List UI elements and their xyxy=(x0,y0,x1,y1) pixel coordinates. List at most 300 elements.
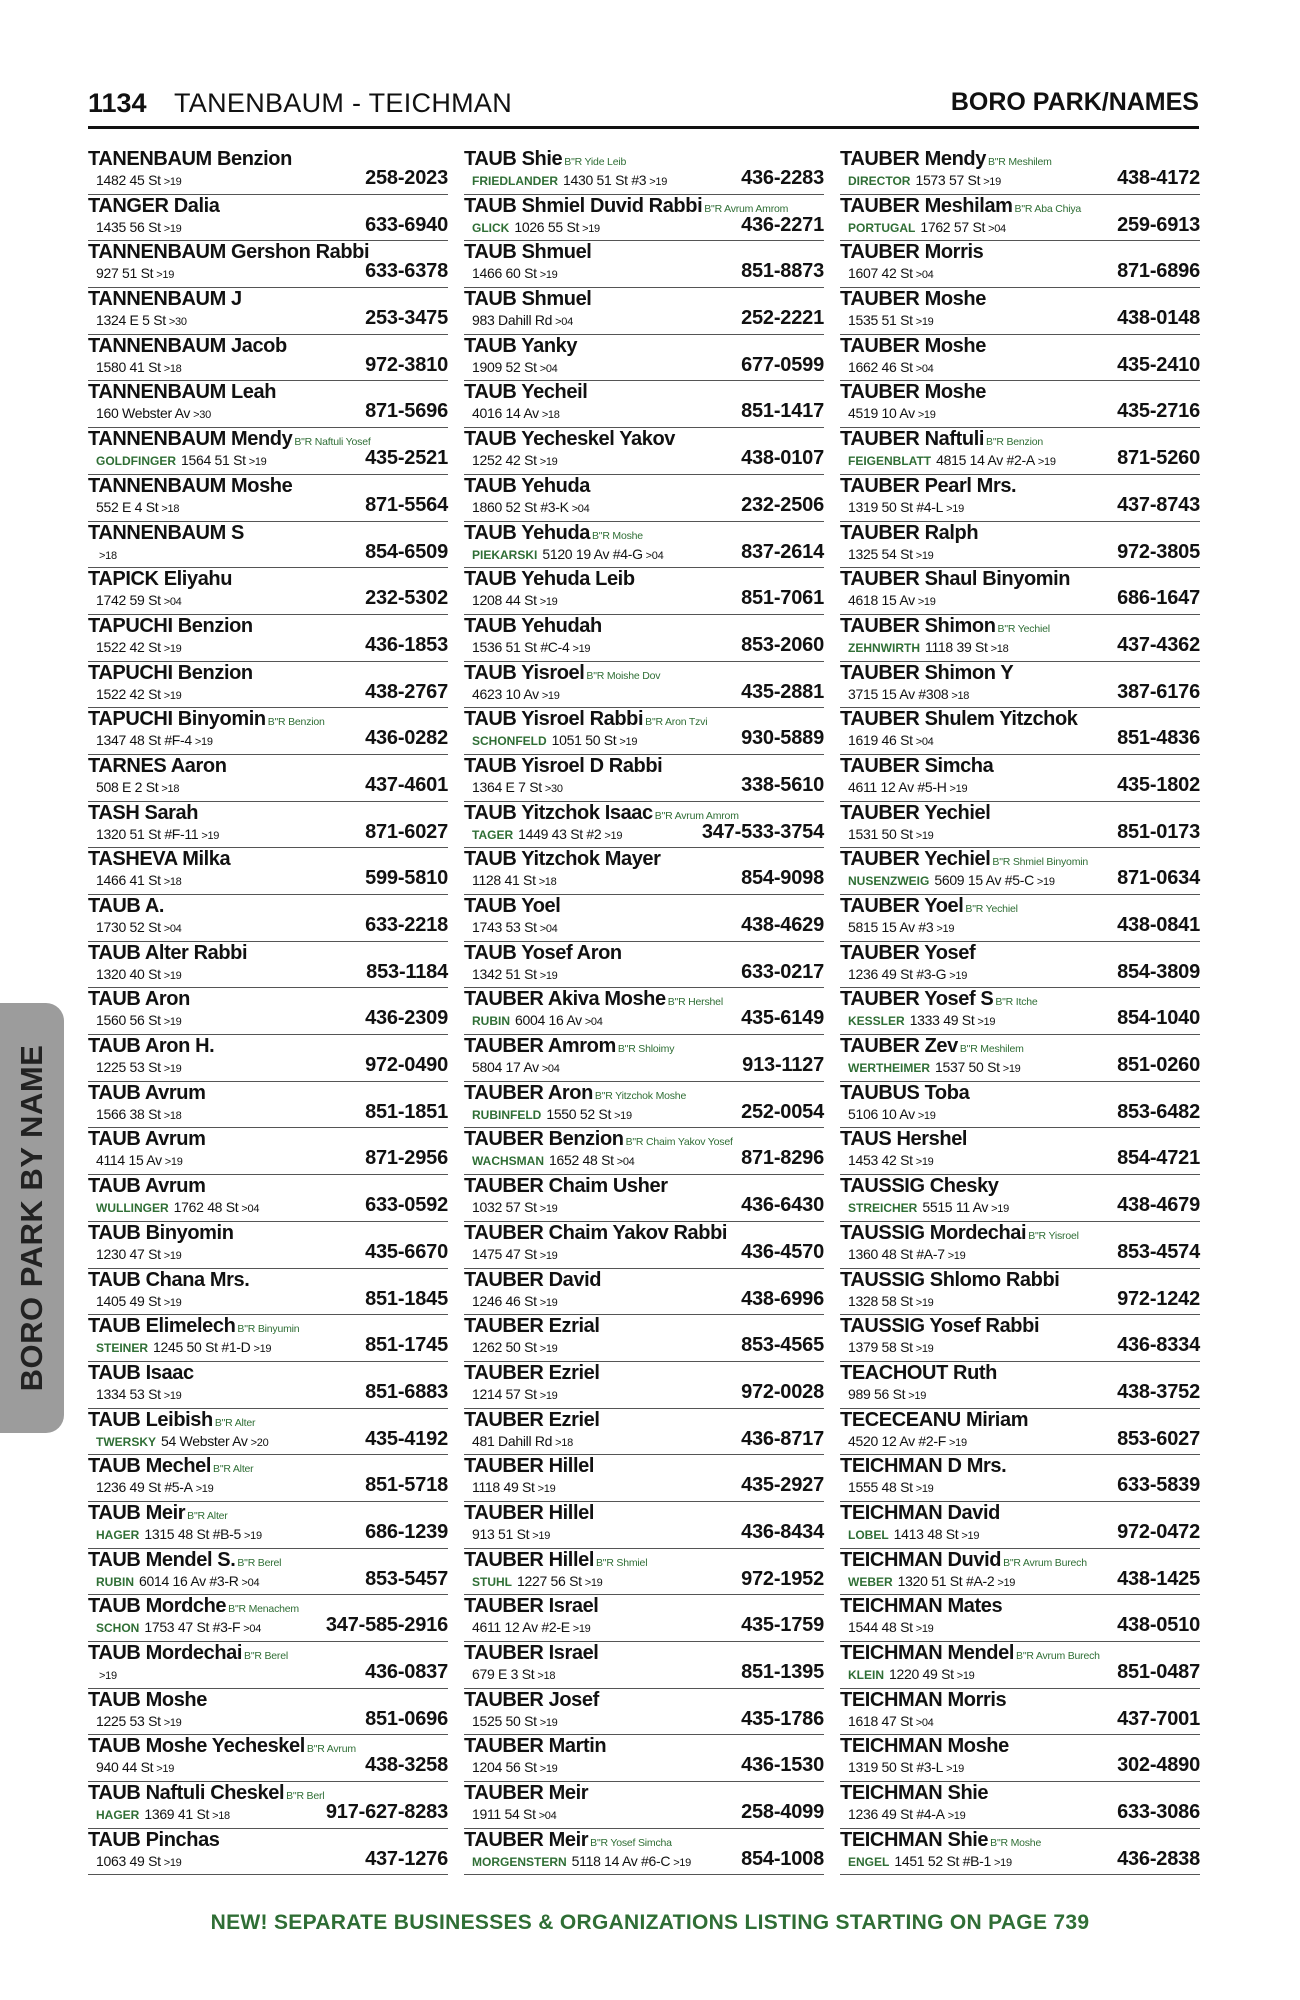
listing-name-text: TEICHMAN D Mrs. xyxy=(840,1455,1007,1478)
listing-phone: 851-1851 xyxy=(365,1100,448,1123)
listing-phone: 258-4099 xyxy=(741,1801,824,1824)
listing-father-name: B"R Avrum Burech xyxy=(1016,1650,1100,1662)
listing-phone: 851-7061 xyxy=(741,587,824,610)
listing-zip-code: >04 xyxy=(645,549,664,562)
listing-address xyxy=(848,592,936,610)
listing-name xyxy=(464,1595,598,1617)
listing-name xyxy=(88,1782,324,1807)
listing-address xyxy=(96,826,219,844)
listing-street: 1360 48 St #A-7 xyxy=(848,1245,945,1262)
listing-entry xyxy=(88,755,448,802)
listing-name xyxy=(88,1082,206,1104)
listing-name-text: TAUB Binyomin xyxy=(88,1221,234,1244)
listing-phone: 686-1239 xyxy=(365,1520,448,1543)
side-tab xyxy=(0,1003,64,1433)
listing-address xyxy=(472,405,560,423)
listing-zip-code: >19 xyxy=(194,736,213,749)
listing-name-text: TAUB Yanky xyxy=(464,334,578,357)
listing-name xyxy=(464,1455,594,1477)
listing-phone: 851-4836 xyxy=(1117,727,1200,750)
listing-zip-code: >19 xyxy=(946,1763,964,1776)
listing-street: 927 51 St xyxy=(96,265,154,282)
listing-address xyxy=(472,639,590,657)
listing-address xyxy=(96,1526,262,1544)
listing-street: 1619 46 St xyxy=(848,732,913,749)
listing-entry xyxy=(840,475,1200,522)
listing-address xyxy=(848,1806,965,1824)
listing-address xyxy=(472,1759,558,1777)
listing-address xyxy=(96,499,179,517)
listing-address xyxy=(96,1199,259,1217)
listing-address xyxy=(848,546,934,564)
listing-entry xyxy=(464,802,824,849)
listing-phone: 436-2838 xyxy=(1117,1847,1200,1870)
listing-address xyxy=(848,219,1006,237)
listing-phone: 917-627-8283 xyxy=(325,1801,448,1824)
listing-entry xyxy=(464,1409,824,1456)
listing-zip-code: >19 xyxy=(253,1343,272,1356)
listing-zip-code: >19 xyxy=(908,1389,927,1402)
listing-phone: 436-2271 xyxy=(741,213,824,236)
listing-name xyxy=(840,1269,1059,1291)
listing-name xyxy=(840,241,983,263)
listing-family-prefix: NUSENZWEIG xyxy=(848,874,930,889)
listing-family-prefix: GOLDFINGER xyxy=(96,454,176,469)
listing-name-text: TAUBER Amrom xyxy=(464,1035,616,1058)
listing-family-prefix: RUBIN xyxy=(96,1574,134,1589)
listing-street: 1342 51 St xyxy=(472,965,537,982)
listing-street: 1334 53 St xyxy=(96,1385,161,1402)
listing-name-text: TAUB Aron xyxy=(88,988,190,1011)
listing-phone: 435-4192 xyxy=(365,1427,448,1450)
listing-father-name: B"R Moshe xyxy=(592,529,643,542)
listing-father-name: B"R Shmiel xyxy=(596,1556,648,1569)
listing-zip-code: >19 xyxy=(947,1810,966,1823)
listing-name xyxy=(464,1362,600,1384)
listing-street: 1220 49 St xyxy=(889,1666,954,1682)
listing-phone: 438-3258 xyxy=(365,1754,448,1777)
listing-name-text: TAUB A. xyxy=(88,895,165,917)
listing-entry xyxy=(464,1175,824,1222)
listing-name xyxy=(840,1642,1100,1667)
listing-name-text: TEICHMAN Duvid xyxy=(840,1548,1002,1571)
listing-name-text: TANNENBAUM Gershon Rabbi xyxy=(88,241,370,264)
listing-father-name: B"R Moishe Dov xyxy=(586,669,661,682)
listing-name-text: TAUBER Mendy xyxy=(840,148,986,170)
listing-phone: 435-6149 xyxy=(741,1007,824,1030)
listing-name-text: TAUBER Martin xyxy=(464,1735,607,1758)
listing-street: 1128 41 St xyxy=(472,872,536,889)
listing-address xyxy=(472,872,556,890)
listing-name-text: TAUBER Ezriel xyxy=(464,1408,600,1431)
listing-zip-code: >04 xyxy=(915,1716,934,1729)
listing-address xyxy=(472,1666,555,1684)
listing-name xyxy=(88,1315,299,1340)
listing-name xyxy=(88,615,253,637)
listing-address xyxy=(96,1293,182,1311)
listing-zip-code: >19 xyxy=(949,782,968,795)
listing-address xyxy=(96,686,182,704)
listing-name xyxy=(840,942,975,964)
listing-address xyxy=(848,966,967,984)
listing-zip-code: >19 xyxy=(539,1716,558,1729)
listing-address xyxy=(472,1573,603,1591)
listing-name-text: TAUSSIG Chesky xyxy=(840,1175,999,1198)
listing-name-text: TAPICK Eliyahu xyxy=(88,568,233,591)
listing-father-name: B"R Yitzchok Moshe xyxy=(594,1089,687,1102)
listing-street: 481 Dahill Rd xyxy=(472,1432,553,1449)
listing-address xyxy=(96,1339,271,1357)
listing-zip-code: >19 xyxy=(163,1296,182,1309)
listing-family-prefix: WULLINGER xyxy=(96,1201,169,1216)
listing-zip-code: >19 xyxy=(961,1529,980,1542)
listing-address xyxy=(848,1199,1009,1217)
listing-zip-code: >19 xyxy=(604,829,623,842)
listing-street: 5804 17 Av xyxy=(472,1059,539,1076)
listing-name-text: TAUB Yehuda xyxy=(464,521,590,544)
listing-address xyxy=(96,1433,268,1451)
listing-street: 1246 46 St xyxy=(472,1292,537,1309)
listing-name xyxy=(88,895,164,917)
listing-street: 1252 42 St xyxy=(472,452,537,469)
listing-entry xyxy=(840,522,1200,569)
listing-name-text: TEICHMAN Shie xyxy=(840,1782,989,1805)
listing-phone: 252-0054 xyxy=(741,1100,824,1123)
listing-entry xyxy=(464,1549,824,1596)
listing-name xyxy=(88,942,247,964)
listing-address xyxy=(848,499,964,517)
listing-zip-code: >19 xyxy=(201,829,220,842)
listing-entry xyxy=(840,1735,1200,1782)
listing-street: 1522 42 St xyxy=(96,638,161,655)
listing-phone: 437-1276 xyxy=(365,1847,448,1870)
listing-entry xyxy=(88,195,448,242)
listing-phone: 972-1952 xyxy=(741,1567,824,1590)
listing-address xyxy=(848,172,1001,190)
listing-address xyxy=(96,1386,182,1404)
listing-name xyxy=(88,708,325,733)
listing-zip-code: >19 xyxy=(936,923,955,935)
page-number: 1134 xyxy=(88,88,147,118)
listing-father-name: B"R Shloimy xyxy=(617,1043,675,1056)
listing-entry xyxy=(464,942,824,989)
listing-zip-code: >04 xyxy=(163,596,182,609)
listing-street: 1230 47 St xyxy=(96,1245,161,1262)
listing-name xyxy=(464,381,587,403)
listing-name xyxy=(464,1082,686,1107)
listing-entry xyxy=(88,1782,448,1829)
listing-entry xyxy=(464,1689,824,1736)
listing-name-text: TAPUCHI Binyomin xyxy=(88,708,266,731)
listing-father-name: B"R Yosef Simcha xyxy=(590,1836,672,1849)
listing-phone: 972-0028 xyxy=(741,1380,824,1403)
listing-street: 54 Webster Av xyxy=(161,1432,248,1449)
listing-zip-code: >04 xyxy=(915,736,934,749)
listing-father-name: B"R Aba Chiya xyxy=(1014,202,1082,215)
listing-zip-code: >19 xyxy=(532,1529,551,1542)
listing-street: 1566 38 St xyxy=(96,1105,161,1122)
listing-name-text: TEACHOUT Ruth xyxy=(840,1361,997,1384)
listing-name xyxy=(88,1362,194,1384)
listing-name xyxy=(88,1409,255,1434)
listing-address xyxy=(472,1246,558,1264)
listing-name xyxy=(464,1315,600,1337)
listing-name xyxy=(464,1642,598,1664)
listing-name xyxy=(88,848,230,870)
listing-name-text: TASH Sarah xyxy=(88,801,199,824)
listing-address xyxy=(96,172,182,190)
listing-zip-code: >19 xyxy=(163,1249,182,1262)
listing-name xyxy=(840,475,1016,497)
listing-address xyxy=(472,1339,558,1357)
listing-name-text: TANNENBAUM J xyxy=(88,288,242,311)
listing-zip-code: >19 xyxy=(248,456,267,469)
listing-name xyxy=(88,195,220,217)
listing-phone: 437-4601 xyxy=(365,773,448,796)
listing-zip-code: >19 xyxy=(163,642,182,655)
listing-address xyxy=(96,1152,183,1170)
listing-address xyxy=(472,1713,558,1731)
listing-name xyxy=(840,381,986,403)
listing-street: 4016 14 Av xyxy=(472,405,539,422)
listing-street: 1208 44 St xyxy=(472,592,537,609)
listing-family-prefix: TAGER xyxy=(472,827,514,842)
listing-phone: 851-6883 xyxy=(365,1380,448,1403)
listing-entry xyxy=(840,335,1200,382)
listing-address xyxy=(96,1666,117,1684)
listing-father-name: B"R Yechiel xyxy=(997,622,1050,635)
listing-entry xyxy=(464,1128,824,1175)
listing-family-prefix: GLICK xyxy=(472,220,510,235)
listing-entry xyxy=(840,1128,1200,1175)
listing-street: 4611 12 Av #5-H xyxy=(848,778,947,795)
listing-name xyxy=(88,241,369,263)
listing-address xyxy=(472,546,663,564)
listing-name xyxy=(464,615,602,637)
listing-street: 1236 49 St #4-A xyxy=(848,1806,945,1823)
listing-zip-code: >18 xyxy=(161,782,180,795)
listing-street: 1911 54 St xyxy=(472,1806,536,1823)
listing-phone: 435-2410 xyxy=(1117,353,1200,376)
listing-entry xyxy=(840,1269,1200,1316)
listing-zip-code: >19 xyxy=(1036,876,1055,889)
listing-name-text: TAUBER Akiva Moshe xyxy=(464,988,666,1011)
listing-name-text: TAPUCHI Benzion xyxy=(88,661,253,684)
listing-street: 1762 57 St xyxy=(920,218,986,235)
listing-entry xyxy=(88,1175,448,1222)
listing-phone: 854-6509 xyxy=(365,540,448,563)
listing-phone: 853-6482 xyxy=(1117,1100,1200,1123)
listing-name xyxy=(840,1595,1002,1617)
listing-street: 1573 57 St xyxy=(915,172,981,188)
listing-phone: 438-2767 xyxy=(365,680,448,703)
listing-entry xyxy=(840,802,1200,849)
listing-name xyxy=(464,942,622,964)
listing-phone: 338-5610 xyxy=(741,773,824,796)
listing-phone: 871-5696 xyxy=(365,400,448,423)
listing-name-text: TAUB Yosef Aron xyxy=(464,941,622,964)
listing-father-name: B"R Naftuli Yosef xyxy=(294,436,371,449)
listing-name xyxy=(88,1175,206,1197)
listing-entry xyxy=(88,1735,448,1782)
listing-entry xyxy=(464,522,824,569)
listing-address xyxy=(472,592,558,610)
listing-name xyxy=(88,288,242,310)
listing-entry xyxy=(88,1595,448,1642)
listing-name xyxy=(840,755,993,777)
listing-name-text: TAUBER Meshilam xyxy=(840,194,1013,217)
listing-father-name: B"R Avrum Amrom xyxy=(654,809,739,822)
listing-zip-code: >19 xyxy=(244,1529,262,1542)
listing-entry xyxy=(464,428,824,475)
listing-family-prefix: HAGER xyxy=(96,1527,140,1542)
listing-zip-code: >19 xyxy=(163,1389,182,1402)
listing-phone: 436-1853 xyxy=(365,633,448,656)
listing-name xyxy=(840,1082,969,1104)
listing-street: 6014 16 Av #3-R xyxy=(139,1572,239,1589)
listing-name xyxy=(840,1549,1087,1574)
listing-name xyxy=(464,755,662,777)
listing-name-text: TAUBER Meir xyxy=(464,1828,589,1851)
listing-street: 1324 E 5 St xyxy=(96,312,166,329)
listing-entry xyxy=(88,1035,448,1082)
listing-zip-code: >04 xyxy=(241,1203,260,1216)
listing-name xyxy=(840,568,1070,590)
listing-name xyxy=(464,895,560,917)
listing-phone: 854-3809 xyxy=(1117,960,1200,983)
listing-entry xyxy=(464,1269,824,1316)
listing-name xyxy=(88,568,232,590)
listing-phone: 435-1802 xyxy=(1117,773,1200,796)
listing-entry xyxy=(88,662,448,709)
listing-zip-code: >19 xyxy=(539,1343,558,1356)
listing-entry xyxy=(464,148,824,195)
listing-entry xyxy=(840,755,1200,802)
listing-name xyxy=(464,1735,606,1757)
listing-address xyxy=(848,1713,934,1731)
listing-phone: 633-6378 xyxy=(365,260,448,283)
listing-father-name: B"R Berel xyxy=(237,1556,282,1569)
listing-street: 4623 10 Av xyxy=(472,685,539,702)
listing-name-text: TAUB Mordche xyxy=(88,1595,227,1618)
listing-name-text: TAUBUS Toba xyxy=(840,1081,970,1104)
listing-address xyxy=(472,1619,591,1637)
listing-phone: 437-4362 xyxy=(1117,633,1200,656)
listing-entry xyxy=(464,1595,824,1642)
listing-zip-code: >19 xyxy=(584,1576,603,1589)
listing-address xyxy=(96,312,187,330)
listing-zip-code: >19 xyxy=(539,269,558,282)
listing-zip-code: >19 xyxy=(99,1670,117,1682)
listing-zip-code: >18 xyxy=(541,409,560,422)
listing-phone: 436-8334 xyxy=(1117,1334,1200,1357)
listing-name-text: TAUB Yecheskel Yakov xyxy=(464,428,676,451)
listing-name xyxy=(840,988,1038,1013)
listing-name xyxy=(88,802,198,824)
listing-phone: 871-0634 xyxy=(1117,867,1200,890)
listing-zip-code: >04 xyxy=(571,502,590,515)
listing-entry xyxy=(840,1782,1200,1829)
listing-name xyxy=(840,522,978,544)
listing-zip-code: >04 xyxy=(541,1063,560,1076)
listing-name-text: TASHEVA Milka xyxy=(88,848,231,871)
listing-phone: 853-5457 xyxy=(365,1567,448,1590)
listing-zip-code: >19 xyxy=(915,549,934,562)
listing-address xyxy=(472,1152,635,1170)
listing-phone: 851-0487 xyxy=(1117,1661,1200,1683)
listing-name xyxy=(464,1269,601,1291)
listing-name-text: TAUB Yehudah xyxy=(464,614,602,637)
listing-entry xyxy=(464,381,824,428)
listing-name xyxy=(464,1689,599,1711)
listing-name xyxy=(88,1829,220,1851)
listing-name-text: TAUB Mordechai xyxy=(88,1642,243,1664)
listing-address xyxy=(848,686,969,704)
listing-street: 5609 15 Av #5-C xyxy=(934,872,1034,889)
listing-zip-code: >30 xyxy=(168,316,187,329)
listing-zip-code: >19 xyxy=(917,1109,936,1122)
listing-name xyxy=(464,1549,647,1574)
listing-street: 1466 60 St xyxy=(472,265,537,282)
listing-name-text: TAUB Aron H. xyxy=(88,1035,215,1058)
listing-name-text: TAUBER Chaim Yakov Rabbi xyxy=(464,1221,728,1244)
listing-entry xyxy=(88,802,448,849)
listing-phone: 438-0148 xyxy=(1117,307,1200,330)
listing-phone: 258-2023 xyxy=(365,167,448,189)
listing-name-text: TAUB Elimelech xyxy=(88,1315,236,1338)
listing-father-name: B"R Avrum xyxy=(306,1743,356,1756)
listing-entry xyxy=(464,1315,824,1362)
listing-name xyxy=(840,1689,1006,1711)
listing-phone: 633-2218 xyxy=(365,914,448,936)
listing-address xyxy=(96,1713,182,1731)
listing-entry xyxy=(840,1829,1200,1876)
listing-street: 1531 50 St xyxy=(848,825,913,842)
listing-name xyxy=(840,1128,967,1150)
listing-zip-code: >04 xyxy=(539,362,558,375)
listing-name xyxy=(464,708,707,733)
listing-address xyxy=(96,872,182,890)
listing-street: 1451 52 St #B-1 xyxy=(894,1852,992,1869)
listing-name-text: TAUBER Israel xyxy=(464,1595,599,1618)
listing-phone: 851-0260 xyxy=(1117,1054,1200,1077)
listing-name xyxy=(840,195,1081,220)
listing-address xyxy=(848,872,1055,890)
listing-name-text: TAPUCHI Benzion xyxy=(88,614,253,637)
listing-zip-code: >04 xyxy=(915,362,934,375)
listing-father-name: B"R Yide Leib xyxy=(564,156,627,168)
listing-street: 1909 52 St xyxy=(472,358,537,375)
listing-entry xyxy=(840,568,1200,615)
listing-street: 4618 15 Av xyxy=(848,592,915,609)
listing-street: 1580 41 St xyxy=(96,358,161,375)
listing-phone: 686-1647 xyxy=(1117,587,1200,610)
listing-phone: 972-0472 xyxy=(1117,1520,1200,1543)
listing-address xyxy=(848,826,934,844)
listing-street: 989 56 St xyxy=(848,1385,906,1402)
listing-phone: 854-1040 xyxy=(1117,1007,1200,1030)
listing-address xyxy=(96,359,182,377)
listing-zip-code: >04 xyxy=(915,269,934,282)
listing-street: 1320 40 St xyxy=(96,965,161,982)
listing-name-text: TAUBER Hillel xyxy=(464,1548,594,1571)
listing-entry xyxy=(88,1222,448,1269)
listing-street: 1328 58 St xyxy=(848,1292,913,1309)
listing-entry xyxy=(464,988,824,1035)
listing-family-prefix: SCHONFELD xyxy=(472,734,547,749)
listing-entry xyxy=(840,1455,1200,1502)
listing-street: 508 E 2 St xyxy=(96,778,159,795)
